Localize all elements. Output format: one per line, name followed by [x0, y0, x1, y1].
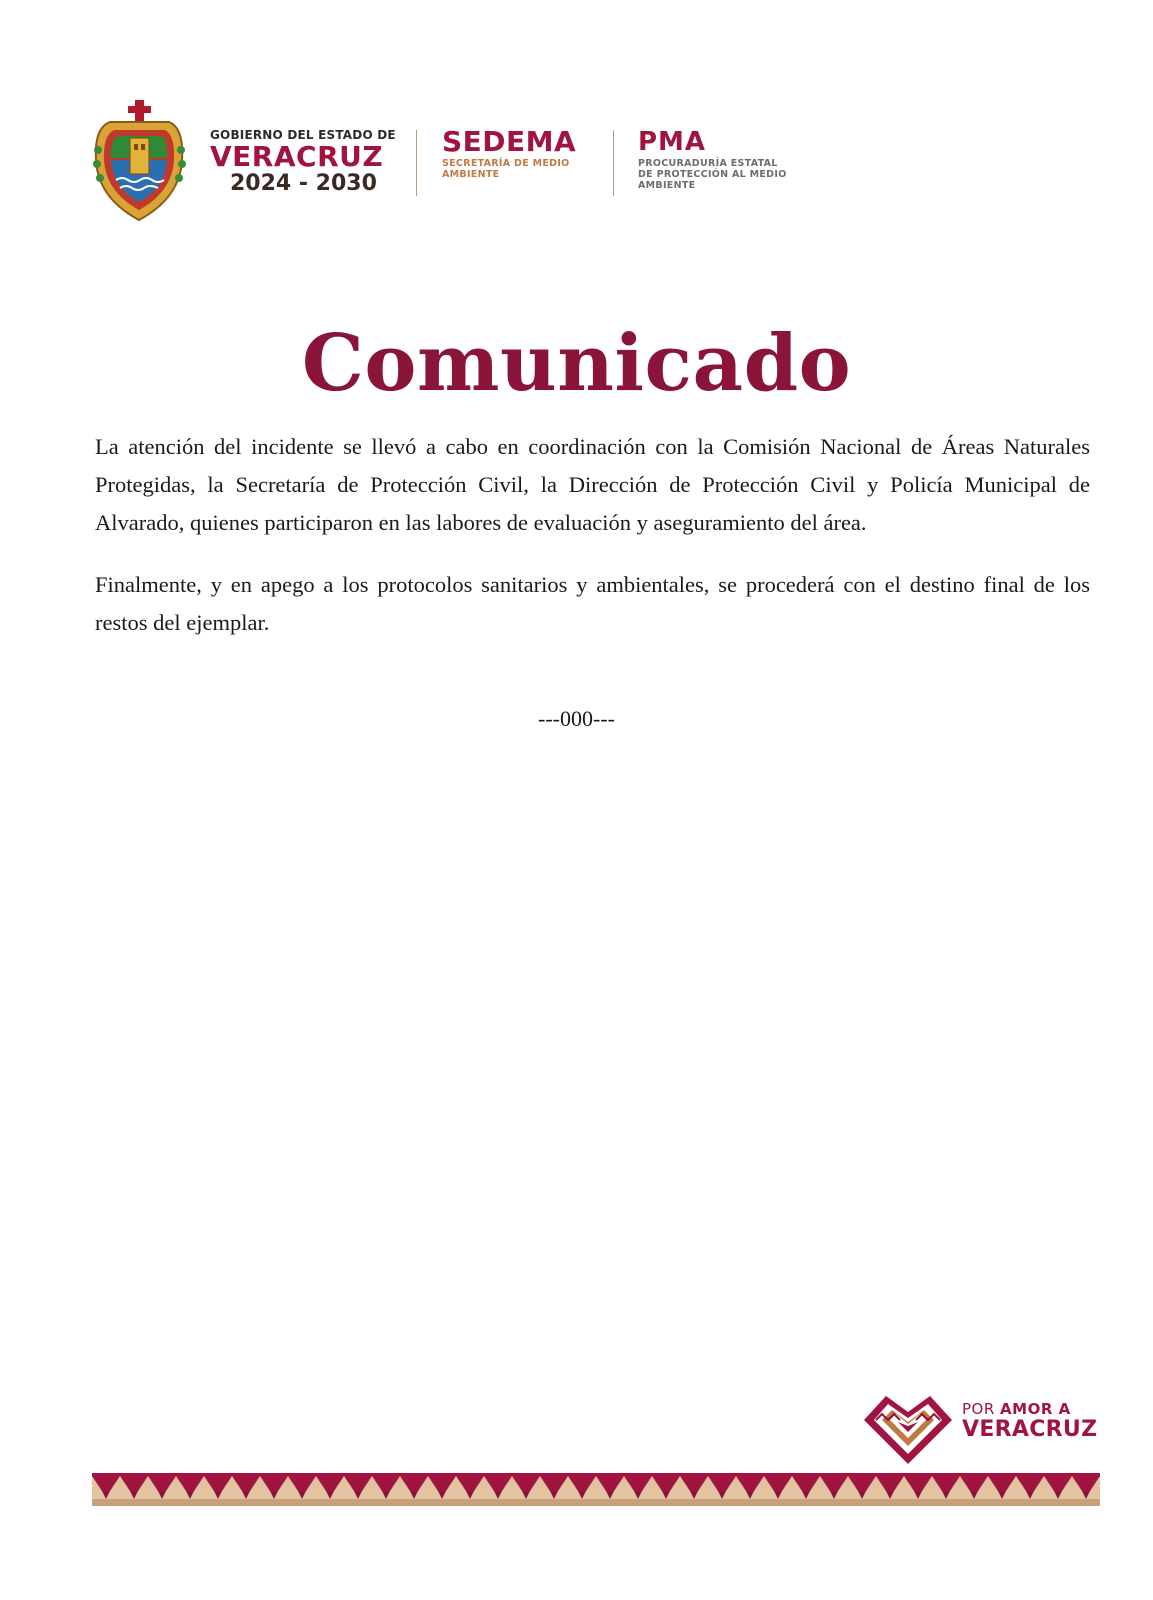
pma-wordmark	[638, 126, 788, 191]
sedema-title: SEDEMA	[442, 125, 577, 158]
body-paragraph: La atención del incidente se llevó a cabo en coordinación con la Comisión Nacional de Áreas Naturales Protegidas, la Secretaría de Protección Civil, la Dirección de Protección Civil y Policía Municipal de Alvarado, quienes participaron en las labores de evaluación y aseguramiento del área.	[95, 434, 1090, 535]
document-body	[95, 428, 1090, 666]
pma-subtitle: PROCURADURÍA ESTATAL DE PROTECCIÓN AL MEDIO AMBIENTE	[638, 158, 787, 191]
slogan-bold: AMOR A	[1000, 1400, 1071, 1418]
slogan-light: POR	[962, 1400, 1001, 1418]
slogan-line2: VERACRUZ	[962, 1417, 1098, 1442]
header	[92, 100, 792, 222]
pma-title: PMA	[638, 127, 707, 157]
header-divider	[613, 130, 614, 196]
government-state-name: VERACRUZ	[210, 140, 384, 173]
por-amor-a-veracruz-heart-icon	[862, 1386, 954, 1466]
decorative-triangle-band	[92, 1473, 1100, 1506]
veracruz-coat-of-arms-icon	[92, 100, 187, 222]
government-line1: GOBIERNO DEL ESTADO DE	[210, 128, 396, 142]
closing-mark: ---000---	[538, 706, 615, 731]
slogan-line1	[962, 1400, 1097, 1418]
sedema-wordmark	[442, 126, 582, 180]
government-wordmark	[210, 128, 410, 196]
document-title: Comunicado	[301, 318, 852, 409]
body-paragraph: Finalmente, y en apego a los protocolos sanitarios y ambientales, se procederá con el destino final de los restos del ejemplar.	[95, 572, 1090, 635]
sedema-subtitle: SECRETARÍA DE MEDIO AMBIENTE	[442, 158, 570, 180]
header-divider	[416, 130, 417, 196]
government-term: 2024 - 2030	[230, 171, 377, 196]
footer-slogan	[962, 1400, 1097, 1442]
